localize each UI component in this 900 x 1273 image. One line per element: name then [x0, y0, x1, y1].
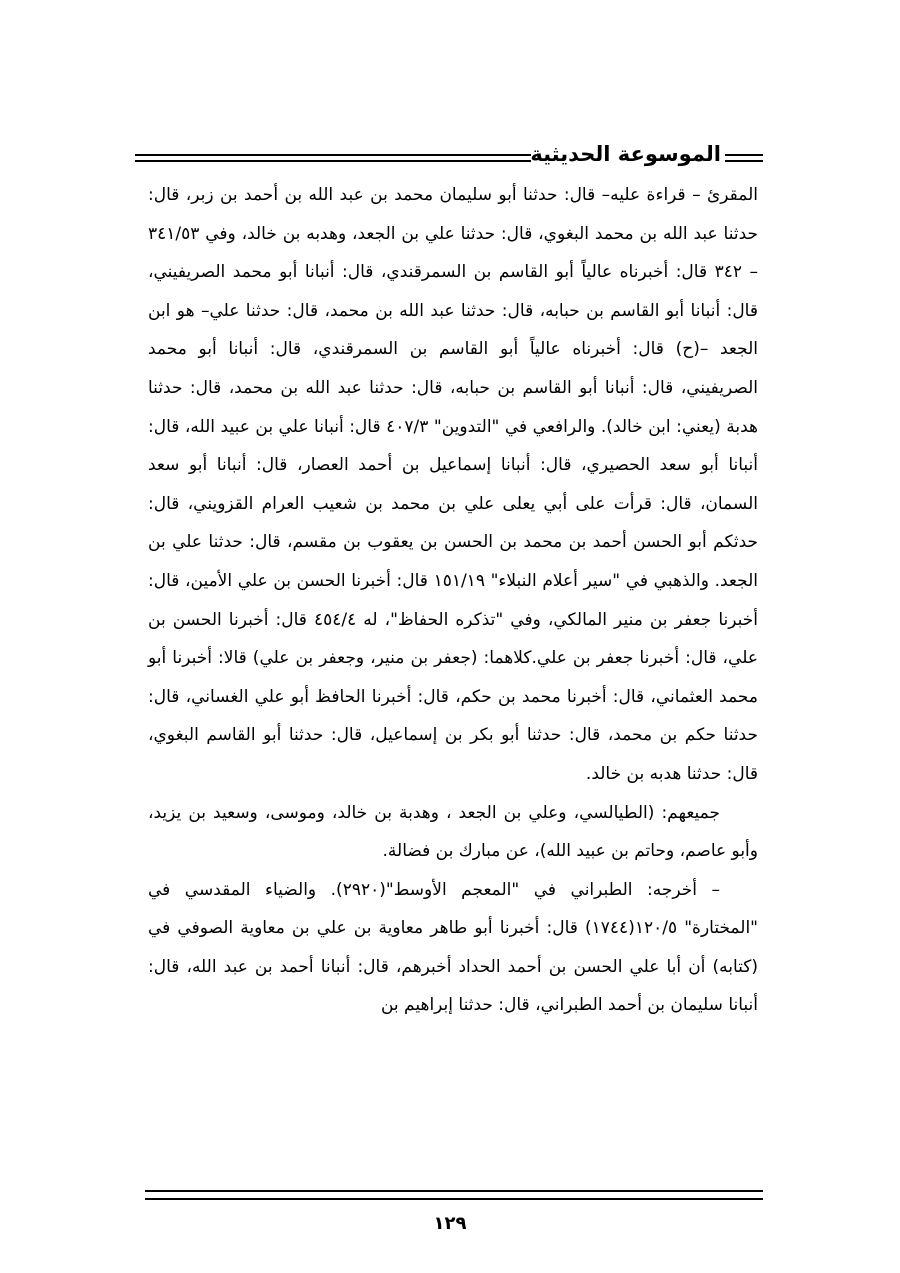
header-rule-left [135, 154, 531, 162]
paragraph-takhrij: – أخرجه: الطبراني في "المعجم الأوسط"(٢٩٢٠). والضياء المقدسي في "المختارة" ١٢٠/٥(١٧٤٤) قال: أخبرنا أبو طاهر معاوية بن علي بن معاوية الصوفي في (كتابه) أن أبا علي الحسن بن أحمد الحداد أخبرهم، قال: أنبانا أحمد بن عبد الله، قال: أنبانا سليمان بن أحمد الطبراني، قال: حدثنا إبراهيم بن [148, 879, 758, 1016]
header-rule-right [725, 154, 763, 162]
running-header-title: الموسوعة الحديثية [530, 142, 721, 166]
paragraph-summary: جميعهم: (الطيالسي، وعلي بن الجعد ، وهدبة بن خالد، وموسى، وسعيد بن يزيد، وأبو عاصم، وحاتم بن عبيد الله)، عن مبارك بن فضالة. [148, 802, 758, 862]
main-text [148, 176, 758, 1025]
paragraph-isnad: المقرئ – قراءة عليه– قال: حدثنا أبو سليمان محمد بن عبد الله بن أحمد بن زبر، قال: حدثنا عبد الله بن محمد البغوي، قال: حدثنا علي بن الجعد، وهدبه بن خالد، وفي ٣٤١/٥٣ – ٣٤٢ قال: أخبرناه عالياً أبو القاسم بن السمرقندي، قال: أنبانا أبو محمد الصريفيني، قال: أنبانا أبو القاسم بن حبابه، قال: حدثنا عبد الله بن محمد، قال: حدثنا علي– هو ابن الجعد –(ح) قال: أخبرناه عالياً أبو القاسم بن السمرقندي، قال: أنبانا أبو محمد الصريفيني، قال: أنبانا أبو القاسم بن حبابه، قال: حدثنا عبد الله بن محمد، قال: حدثنا هدبة (يعني: ابن خالد). والرافعي في "التدوين" ٤٠٧/٣ قال: أنبانا علي بن عبيد الله، قال: أنبانا أبو سعد الحصيري، قال: أنبانا إسماعيل بن أحمد العصار، قال: أنبانا أبو سعد السمان، قال: قرأت على أبي يعلى علي بن محمد بن شعيب العرام القزويني، قال: حدثكم أبو الحسن أحمد بن محمد بن الحسن بن يعقوب بن مقسم، قال: حدثنا علي بن الجعد. والذهبي في "سير أعلام النبلاء" ١٥١/١٩ قال: أخبرنا الحسن بن علي الأمين، قال: أخبرنا جعفر بن منير المالكي، وفي "تذكره الحفاظ"، له ٤٥٤/٤ قال: أخبرنا الحسن بن علي، قال: أخبرنا جعفر بن علي.كلاهما: (جعفر بن منير، وجعفر بن علي) قالا: أخبرنا أبو محمد العثماني، قال: أخبرنا محمد بن حكم، قال: أخبرنا الحافظ أبو علي الغساني، قال: حدثنا حكم بن محمد، قال: حدثنا أبو بكر بن إسماعيل، قال: حدثنا أبو القاسم البغوي، قال: حدثنا هدبه بن خالد. [148, 185, 759, 784]
page-number: ١٢٩ [433, 1213, 467, 1234]
running-header [135, 140, 763, 174]
footer-rule [145, 1190, 763, 1200]
